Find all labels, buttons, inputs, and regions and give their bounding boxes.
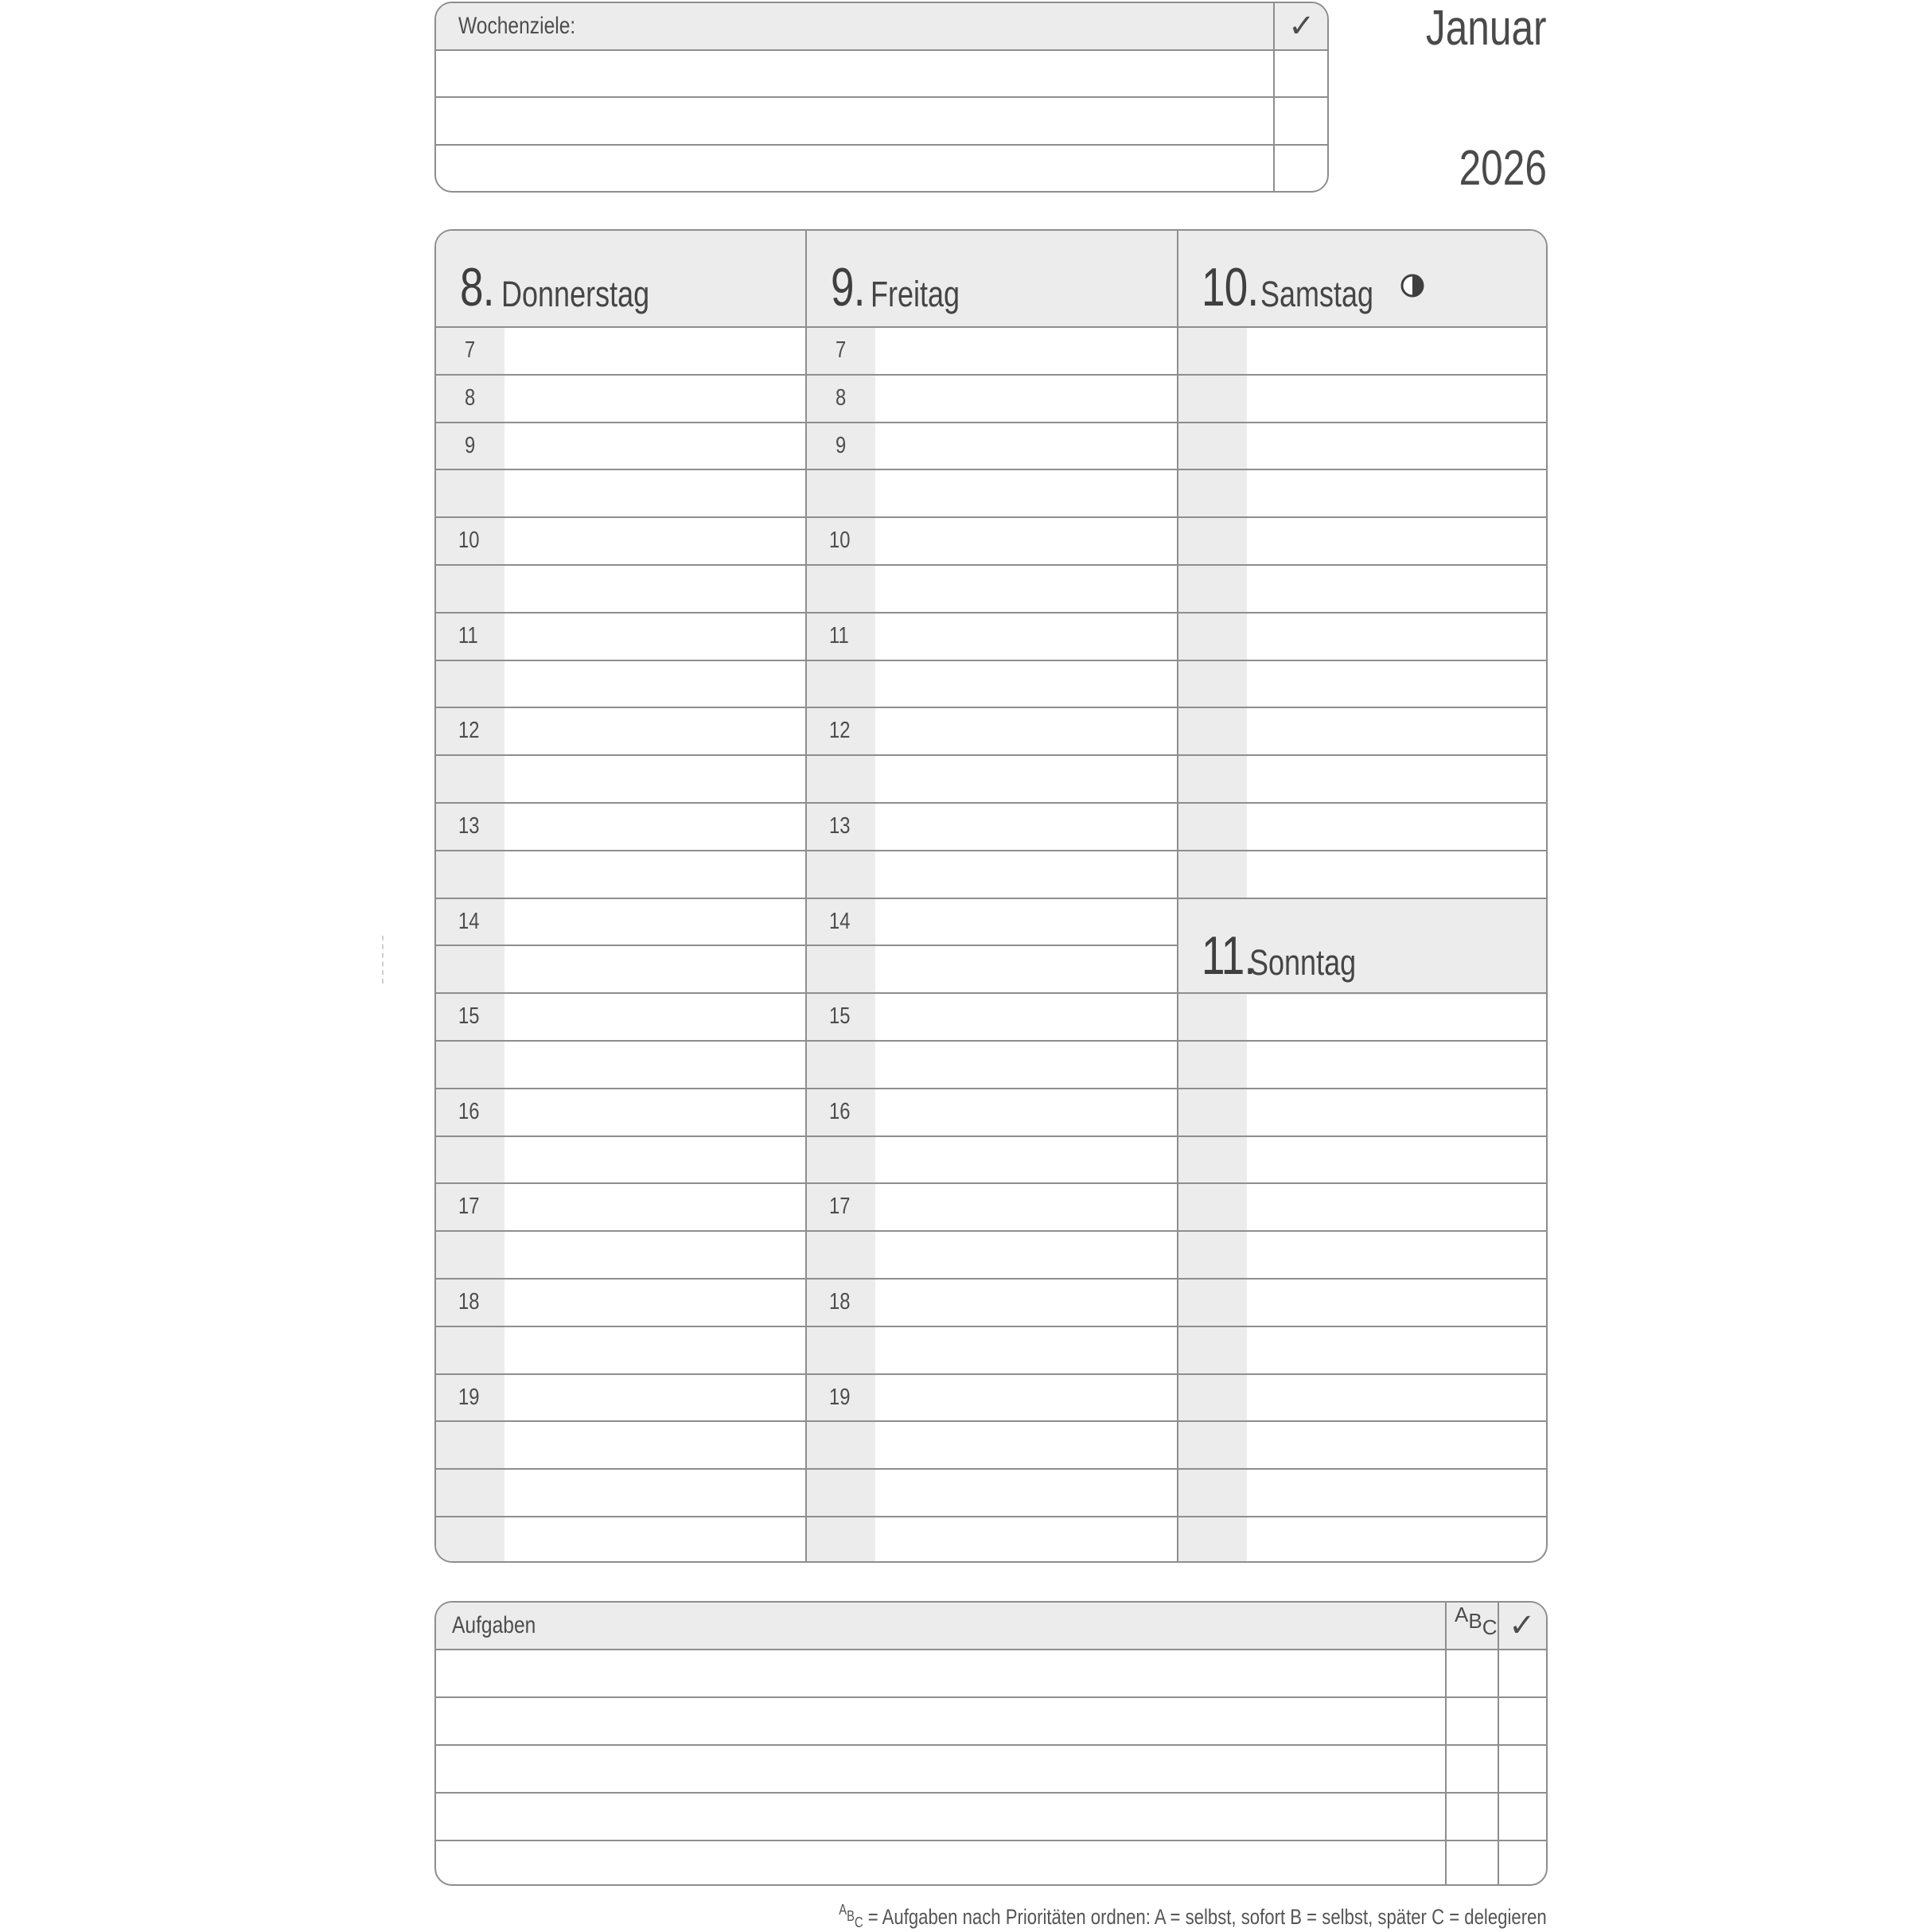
time-slot[interactable]	[506, 1280, 805, 1326]
hour-label: 16	[829, 1099, 851, 1124]
time-slot[interactable]	[877, 661, 1176, 707]
time-slot[interactable]	[506, 613, 805, 660]
weekend-slot[interactable]	[1248, 1042, 1548, 1088]
time-slot[interactable]	[877, 1232, 1176, 1278]
time-slot[interactable]	[877, 470, 1176, 516]
hour-label: 10	[458, 528, 480, 553]
hour-label: 19	[829, 1385, 851, 1410]
weekend-slot[interactable]	[1248, 613, 1548, 660]
time-slot[interactable]	[506, 1470, 805, 1516]
weekend-slot[interactable]	[1248, 518, 1548, 564]
task-row-5[interactable]	[436, 1841, 1443, 1886]
hour-label: 9	[465, 433, 476, 458]
time-slot[interactable]	[506, 994, 805, 1040]
time-slot[interactable]	[877, 1280, 1176, 1326]
time-slot[interactable]	[877, 1517, 1176, 1563]
weekend-slot[interactable]	[1248, 804, 1548, 850]
time-slot[interactable]	[877, 1470, 1176, 1516]
hour-label: 11	[458, 623, 478, 649]
year-title: 2026	[1459, 141, 1547, 196]
hour-label: 7	[836, 337, 847, 363]
weekend-slot[interactable]	[1248, 1232, 1548, 1278]
weekend-slot[interactable]	[1248, 1375, 1548, 1421]
day-number: 10.	[1202, 257, 1259, 317]
weekly-goals-label: Wochenziele:	[458, 13, 576, 39]
time-slot[interactable]	[506, 1042, 805, 1088]
time-slot[interactable]	[506, 328, 805, 374]
weekend-slot[interactable]	[1248, 328, 1548, 374]
weekend-slot[interactable]	[1248, 708, 1548, 754]
time-slot[interactable]	[877, 328, 1176, 374]
hour-label: 16	[458, 1099, 480, 1124]
hour-label: 15	[458, 1003, 480, 1029]
weekend-slot[interactable]	[1248, 994, 1548, 1040]
time-slot[interactable]	[877, 851, 1176, 898]
priority-footnote: $^A$BC = Aufgaben nach Prioritäten ordnen: A = selbst, sofort B = selbst, später C = delegieren	[839, 1902, 1547, 1930]
time-slot[interactable]	[877, 1089, 1176, 1135]
day-name: Donnerstag	[501, 274, 650, 314]
weekly-goal-row-1[interactable]	[436, 51, 1272, 96]
time-slot[interactable]	[506, 1089, 805, 1135]
time-slot[interactable]	[506, 804, 805, 850]
weekend-slot[interactable]	[1248, 661, 1548, 707]
priority-abc-icon: ABC	[1455, 1603, 1498, 1639]
time-slot[interactable]	[877, 1375, 1176, 1421]
day-number: 8.	[460, 257, 494, 317]
hour-label: 18	[829, 1289, 851, 1315]
day-number: 11.	[1202, 925, 1256, 986]
time-slot[interactable]	[506, 708, 805, 754]
time-slot[interactable]	[877, 804, 1176, 850]
hour-label: 14	[829, 909, 851, 934]
weekend-slot[interactable]	[1248, 423, 1548, 469]
weekend-slot[interactable]	[1248, 1517, 1548, 1563]
time-slot[interactable]	[506, 1327, 805, 1373]
task-row-1[interactable]	[436, 1650, 1443, 1696]
month-title: Januar	[1426, 1, 1547, 56]
time-slot[interactable]	[506, 1184, 805, 1230]
time-slot[interactable]	[506, 518, 805, 564]
day-schedule-grid	[434, 229, 1548, 1563]
hour-label: 12	[458, 718, 480, 743]
task-row-4[interactable]	[436, 1794, 1443, 1840]
weekly-goals-box	[434, 2, 1329, 193]
tasks-label: Aufgaben	[452, 1612, 536, 1638]
weekend-slot[interactable]	[1248, 470, 1548, 516]
weekend-slot[interactable]	[1248, 1470, 1548, 1516]
day-number: 9.	[831, 257, 865, 317]
time-slot[interactable]	[506, 661, 805, 707]
weekend-slot[interactable]	[1248, 376, 1548, 422]
weekend-slot[interactable]	[1248, 851, 1548, 898]
task-row-2[interactable]	[436, 1698, 1443, 1744]
time-slot[interactable]	[506, 470, 805, 516]
cut-mark	[382, 936, 386, 984]
hour-label: 15	[829, 1003, 851, 1029]
time-slot[interactable]	[506, 566, 805, 612]
time-slot[interactable]	[877, 1042, 1176, 1088]
tasks-check-icon: ✓	[1509, 1608, 1536, 1643]
weekend-slot[interactable]	[1248, 1422, 1548, 1468]
time-slot[interactable]	[506, 1137, 805, 1183]
day-name: Sonntag	[1249, 942, 1357, 983]
hour-label: 14	[458, 909, 480, 934]
time-slot[interactable]	[506, 899, 805, 945]
time-slot[interactable]	[506, 1375, 805, 1421]
hour-label: 13	[458, 813, 480, 839]
hour-label: 19	[458, 1385, 480, 1410]
time-slot[interactable]	[877, 518, 1176, 564]
time-slot[interactable]	[877, 423, 1176, 469]
weekend-slot[interactable]	[1248, 1327, 1548, 1373]
hour-label: 17	[829, 1194, 851, 1219]
weekend-slot[interactable]	[1248, 1184, 1548, 1230]
hour-label: 9	[836, 433, 847, 458]
weekend-slot[interactable]	[1248, 1089, 1548, 1135]
time-slot[interactable]	[877, 1137, 1176, 1183]
time-slot[interactable]	[506, 1232, 805, 1278]
weekend-slot[interactable]	[1248, 756, 1548, 802]
day-name: Samstag	[1260, 274, 1374, 314]
hour-label: 18	[458, 1289, 480, 1315]
hour-label: 13	[829, 813, 851, 839]
hour-label: 8	[465, 385, 476, 411]
time-slot[interactable]	[877, 613, 1176, 660]
weekend-slot[interactable]	[1248, 566, 1548, 612]
time-slot[interactable]	[506, 376, 805, 422]
day-name: Freitag	[871, 274, 960, 314]
weekly-goal-row-2[interactable]	[436, 98, 1272, 144]
time-slot[interactable]	[506, 756, 805, 802]
time-slot[interactable]	[877, 1422, 1176, 1468]
time-slot[interactable]	[877, 566, 1176, 612]
weekly-goal-row-3[interactable]	[436, 146, 1272, 192]
time-slot[interactable]	[877, 708, 1176, 754]
hour-label: 7	[465, 337, 476, 363]
weekly-goals-check-icon: ✓	[1288, 9, 1315, 44]
half-moon-icon	[1400, 273, 1425, 302]
weekend-slot[interactable]	[1248, 1137, 1548, 1183]
time-slot[interactable]	[877, 1184, 1176, 1230]
time-slot[interactable]	[877, 376, 1176, 422]
tasks-box	[434, 1601, 1548, 1886]
hour-label: 17	[458, 1194, 480, 1219]
task-row-3[interactable]	[436, 1746, 1443, 1792]
time-slot[interactable]	[877, 899, 1176, 945]
time-slot[interactable]	[877, 994, 1176, 1040]
time-slot[interactable]	[506, 851, 805, 898]
hour-label: 11	[829, 623, 849, 649]
hour-label: 8	[836, 385, 847, 411]
time-slot[interactable]	[506, 946, 805, 992]
time-slot[interactable]	[877, 756, 1176, 802]
weekend-slot[interactable]	[1248, 1280, 1548, 1326]
hour-label: 10	[829, 528, 851, 553]
time-slot[interactable]	[506, 1517, 805, 1563]
time-slot[interactable]	[506, 1422, 805, 1468]
time-slot[interactable]	[506, 423, 805, 469]
tasks-header	[436, 1603, 1546, 1649]
hour-label: 12	[829, 718, 851, 743]
time-slot[interactable]	[877, 946, 1176, 992]
time-slot[interactable]	[877, 1327, 1176, 1373]
